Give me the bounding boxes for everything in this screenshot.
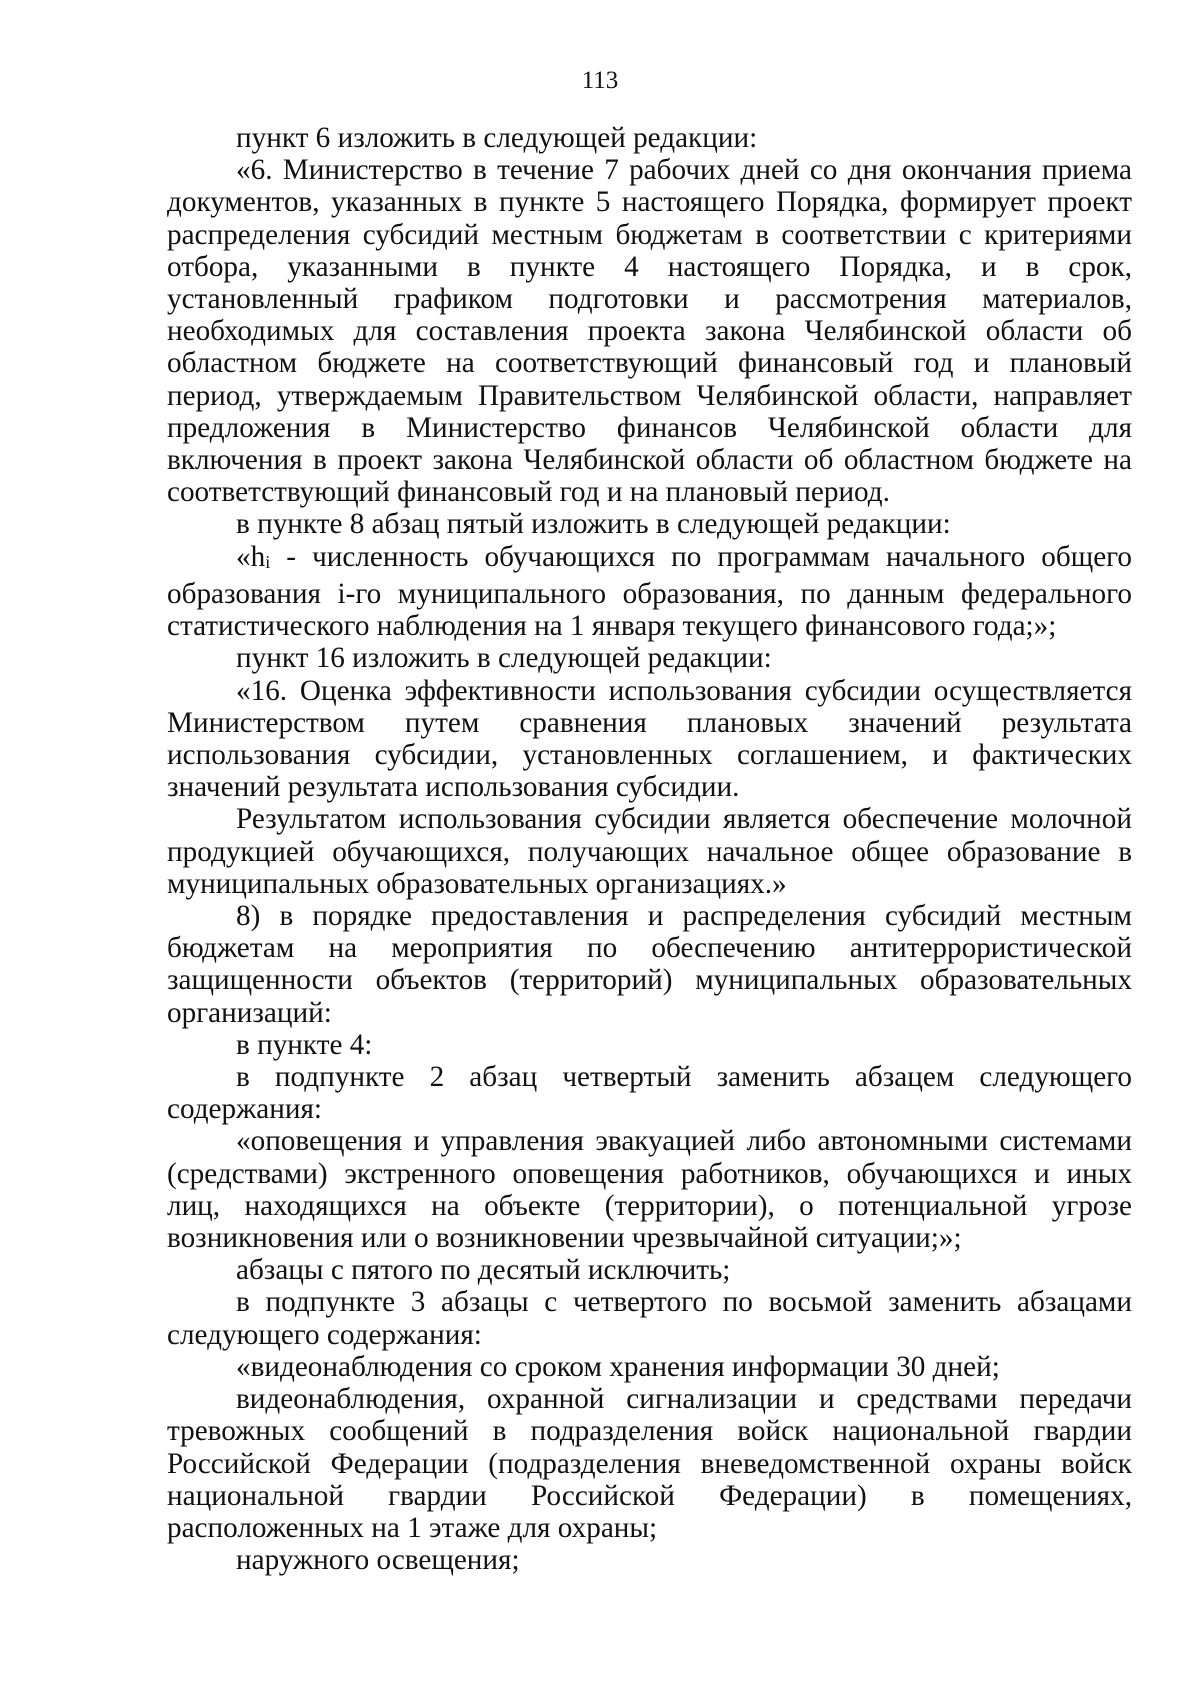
paragraph-4-formula <box>167 541 1132 643</box>
paragraph-10: в подпункте 2 абзац четвертый заменить абзацем следующего содержания: <box>167 1061 1132 1126</box>
paragraph-1: пункт 6 изложить в следующей редакции: <box>236 122 758 154</box>
paragraph-16: наружного освещения; <box>236 1544 520 1577</box>
paragraph-8: 8) в порядке предоставления и распределения субсидий местным бюджетам на мероприятия по обеспечению антитеррористической защищенности объектов (территорий) муниципальных образовательных организаций: <box>167 900 1132 1029</box>
paragraph-14: «видеонаблюдения со сроком хранения информации 30 дней; <box>236 1350 1000 1383</box>
paragraph-5: пункт 16 изложить в следующей редакции: <box>236 642 772 675</box>
formula-subscript: i <box>265 551 271 572</box>
paragraph-15: видеонаблюдения, охранной сигнализации и средствами передачи тревожных сообщений в подразделения войск национальной гвардии Российской Федерации (подразделения вневедомственной охраны войск национальной гвардии Российской Федерации) в помещениях, расположенных на 1 этаже для охраны; <box>167 1383 1132 1544</box>
paragraph-6: «16. Оценка эффективности использования субсидии осуществляется Министерством путем сравнения плановых значений результата использования субсидии, установленных соглашением, и фактических значений результата использования субсидии. <box>167 674 1132 804</box>
paragraph-12: абзацы с пятого по десятый исключить; <box>236 1254 731 1287</box>
paragraph-13: в подпункте 3 абзацы с четвертого по восьмой заменить абзацами следующего содержания: <box>167 1286 1132 1351</box>
paragraph-3: в пункте 8 абзац пятый изложить в следующей редакции: <box>236 508 951 541</box>
page-number: 113 <box>581 67 619 94</box>
paragraph-11: «оповещения и управления эвакуацией либо автономными системами (средствами) экстренного оповещения работников, обучающихся и иных лиц, находящихся на объекте (территории), о потенциальной угрозе возникновения или о возникновении чрезвычайной ситуации;»; <box>167 1125 1132 1255</box>
paragraph-7: Результатом использования субсидии является обеспечение молочной продукцией обучающихся, получающих начальное общее образование в муниципальных образовательных организациях.» <box>167 803 1132 900</box>
paragraph-9: в пункте 4: <box>236 1028 373 1061</box>
document-body <box>167 122 1132 1576</box>
paragraph-2: «6. Министерство в течение 7 рабочих дней со дня окончания приема документов, указанных в пункте 5 настоящего Порядка, формирует проект распределения субсидий местным бюджетам в соответствии с критериями отбора, указанными в пункте 4 настоящего Порядка, и в срок, установленный графиком подготовки и рассмотрения материалов, необходимых для составления проекта закона Челябинской области об областном бюджете на соответствующий финансовый год и плановый период, утверждаемым Правительством Челябинской области, направляет предложения в Министерство финансов Челябинской области для включения в проект закона Челябинской области об областном бюджете на соответствующий финансовый год и на плановый период. <box>167 154 1132 509</box>
formula-definition: - численность обучающихся по программам начального общего образования i-го муниципального образования, по данным федерального статистического наблюдения на 1 января текущего финансового года;»; <box>167 540 1132 643</box>
formula-symbol: «h <box>236 540 266 573</box>
